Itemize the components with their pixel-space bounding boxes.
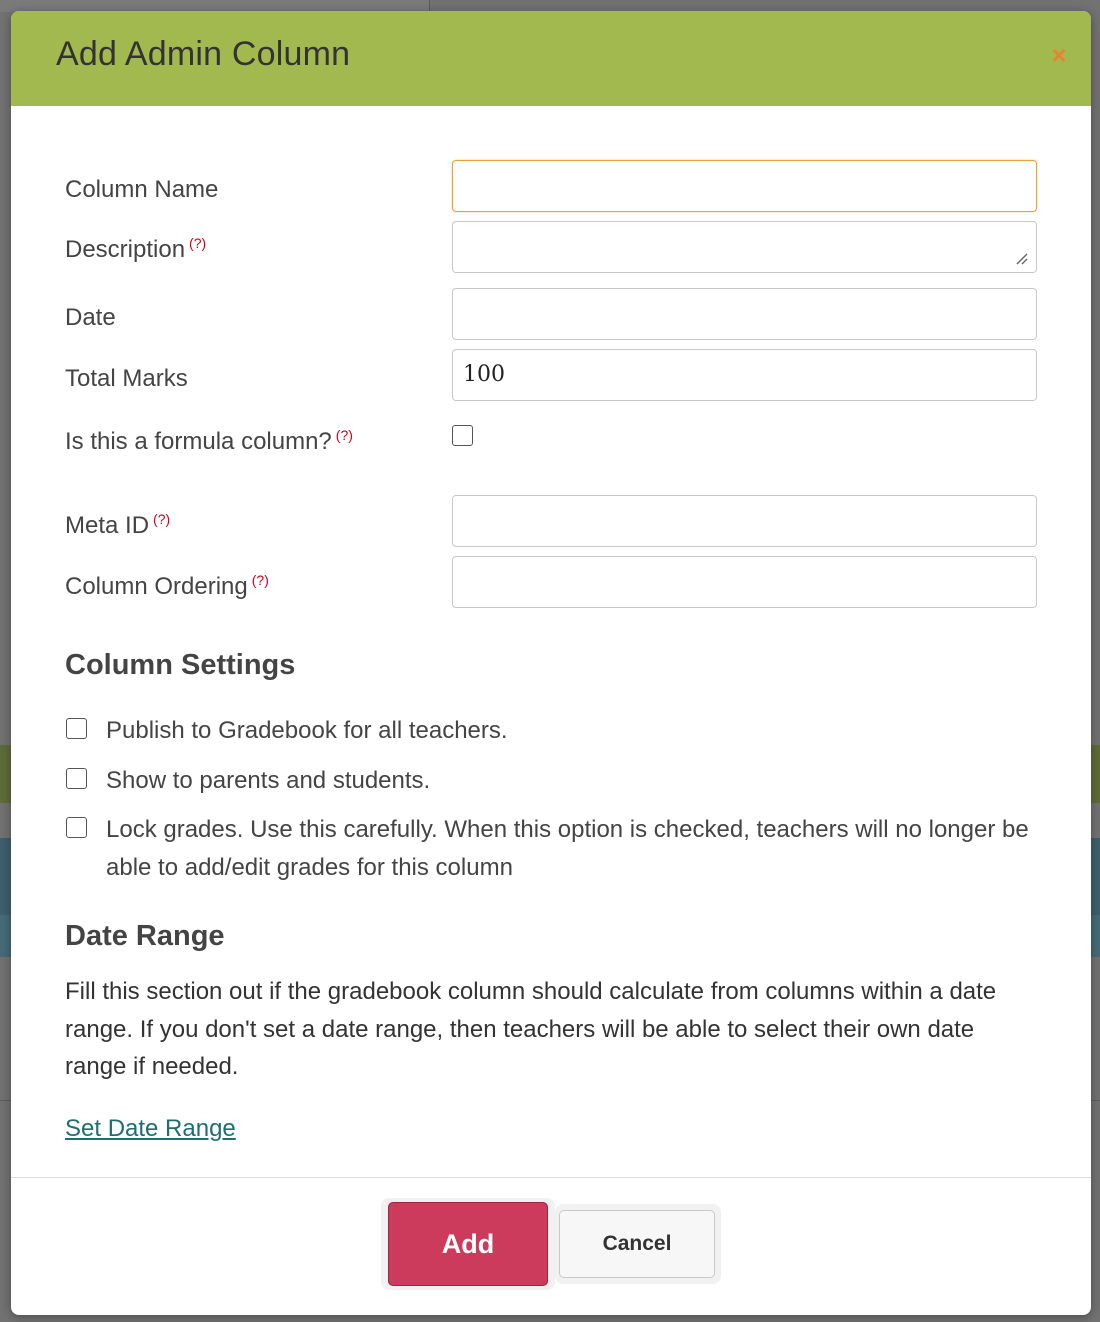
description-help-icon[interactable]: (?) <box>189 235 207 251</box>
meta-id-label <box>65 511 170 540</box>
lock-grades-label: Lock grades. Use this carefully. When this option is checked, teachers will no longer be able to add/edit grades for this column <box>106 816 1029 881</box>
formula-label-text: Is this a formula column? <box>65 428 332 455</box>
resize-grip-icon[interactable] <box>1014 251 1028 265</box>
add-admin-column-dialog <box>11 11 1091 1315</box>
total-marks-label: Total Marks <box>65 365 188 392</box>
close-icon[interactable]: × <box>1051 40 1067 70</box>
add-button[interactable]: Add <box>388 1202 548 1286</box>
column-ordering-label <box>65 572 269 601</box>
column-settings-heading: Column Settings <box>65 649 296 681</box>
publish-gradebook-checkbox[interactable] <box>66 718 87 739</box>
meta-id-label-text: Meta ID <box>65 512 150 539</box>
show-parents-label: Show to parents and students. <box>106 767 431 794</box>
cancel-button[interactable]: Cancel <box>559 1210 715 1278</box>
set-date-range-link[interactable]: Set Date Range <box>65 1115 236 1142</box>
show-parents-checkbox[interactable] <box>66 768 87 789</box>
description-textarea[interactable] <box>452 221 1037 273</box>
formula-help-icon[interactable]: (?) <box>335 427 353 443</box>
publish-gradebook-label: Publish to Gradebook for all teachers. <box>106 717 508 744</box>
formula-label <box>65 427 353 456</box>
column-name-input[interactable] <box>452 160 1037 212</box>
date-label: Date <box>65 304 116 331</box>
description-label <box>65 235 206 264</box>
description-label-text: Description <box>65 236 186 263</box>
column-ordering-label-text: Column Ordering <box>65 573 248 600</box>
date-input[interactable] <box>452 288 1037 340</box>
column-ordering-help-icon[interactable]: (?) <box>251 572 269 588</box>
dialog-title: Add Admin Column <box>56 35 351 73</box>
dialog-header <box>11 11 1091 106</box>
meta-id-input[interactable] <box>452 495 1037 547</box>
date-range-description: Fill this section out if the gradebook column should calculate from columns within a date range. If you don't set a date range, then teachers will be able to select their own date range if needed. <box>65 978 997 1080</box>
meta-id-help-icon[interactable]: (?) <box>153 511 171 527</box>
date-range-heading: Date Range <box>65 920 225 952</box>
total-marks-input[interactable]: 100 <box>452 349 1037 401</box>
column-ordering-input[interactable] <box>452 556 1037 608</box>
column-name-label: Column Name <box>65 176 219 203</box>
formula-checkbox[interactable] <box>452 425 473 446</box>
lock-grades-checkbox[interactable] <box>66 817 87 838</box>
footer-divider <box>11 1177 1091 1178</box>
